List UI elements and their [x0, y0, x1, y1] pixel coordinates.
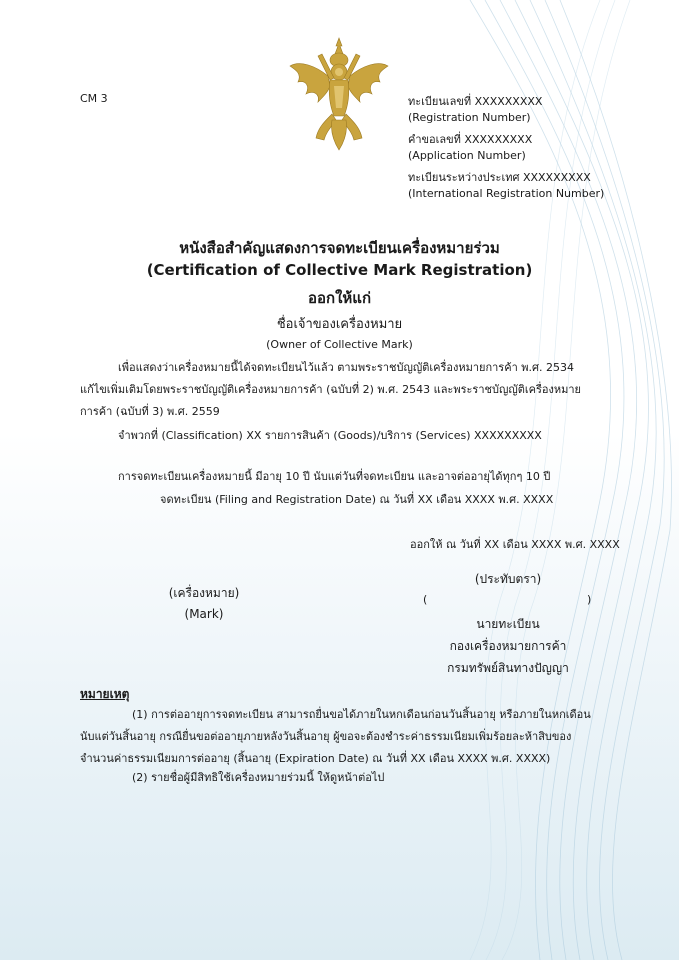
note-1-line-2: นับแต่วันสิ้นอายุ กรณียื่นขอต่ออายุภายหลังวันสิ้นอายุ ผู้ขอจะต้องชำระค่าธรรมเนียมเพิ่มร้อยละห้าสิบของ: [80, 730, 572, 743]
document-code: CM 3: [80, 92, 108, 105]
application-number: คำขอเลขที่ XXXXXXXXX: [408, 133, 533, 146]
application-number-label-en: (Application Number): [408, 149, 526, 162]
issued-to-heading: ออกให้แก่: [307, 289, 372, 307]
registration-number-label-en: (Registration Number): [408, 111, 531, 124]
mark-label-thai: (เครื่องหมาย): [168, 586, 240, 600]
body-paragraph-line-3: การค้า (ฉบับที่ 3) พ.ศ. 2559: [80, 405, 220, 418]
registration-term-line-1: การจดทะเบียนเครื่องหมายนี้ มีอายุ 10 ปี นับแต่วันที่จดทะเบียน และอาจต่ออายุได้ทุกๆ 10 ปี: [118, 470, 551, 483]
mark-label-english: (Mark): [184, 607, 224, 621]
signature-bracket-open: (: [423, 593, 428, 606]
note-1-line-1: (1) การต่ออายุการจดทะเบียน สามารถยื่นขอได้ภายในหกเดือนก่อนวันสิ้นอายุ หรือภายในหกเดือน: [132, 708, 591, 721]
registration-term-line-2: จดทะเบียน (Filing and Registration Date) ณ วันที่ XX เดือน XXXX พ.ศ. XXXX: [160, 493, 554, 506]
notes-heading: หมายเหตุ: [80, 687, 130, 701]
owner-name-thai: ชื่อเจ้าของเครื่องหมาย: [276, 317, 403, 332]
international-registration-number: ทะเบียนระหว่างประเทศ XXXXXXXXX: [408, 171, 591, 184]
registration-number: ทะเบียนเลขที่ XXXXXXXXX: [408, 95, 543, 108]
seal-label: (ประทับตรา): [474, 572, 542, 586]
note-1-line-3: จำนวนค่าธรรมเนียมการต่ออายุ (สิ้นอายุ (Expiration Date) ณ วันที่ XX เดือน XXXX พ.ศ. XXXX): [80, 752, 551, 765]
note-2: (2) รายชื่อผู้มีสิทธิใช้เครื่องหมายร่วมนี้ ให้ดูหน้าต่อไป: [132, 771, 385, 784]
international-registration-label-en: (International Registration Number): [408, 187, 605, 200]
body-paragraph-line-1: เพื่อแสดงว่าเครื่องหมายนี้ได้จดทะเบียนไว้แล้ว ตามพระราชบัญญัติเครื่องหมายการค้า พ.ศ. 2534: [118, 361, 574, 374]
signature-bracket-close: ): [587, 593, 592, 606]
ip-department: กรมทรัพย์สินทางปัญญา: [447, 661, 569, 675]
garuda-emblem-icon: [288, 36, 390, 152]
certificate-title-english: (Certification of Collective Mark Registration): [146, 261, 533, 279]
body-paragraph-line-2: แก้ไขเพิ่มเติมโดยพระราชบัญญัติเครื่องหมายการค้า (ฉบับที่ 2) พ.ศ. 2543 และพระราชบัญญัติเครื่องหมาย: [80, 383, 581, 396]
owner-name-english: (Owner of Collective Mark): [266, 338, 413, 351]
trademark-office: กองเครื่องหมายการค้า: [449, 639, 567, 653]
registrar-title: นายทะเบียน: [476, 617, 540, 631]
issued-date: ออกให้ ณ วันที่ XX เดือน XXXX พ.ศ. XXXX: [410, 538, 620, 551]
certificate-title-thai: หนังสือสำคัญแสดงการจดทะเบียนเครื่องหมายร่วม: [179, 239, 500, 257]
classification-line: จำพวกที่ (Classification) XX รายการสินค้า (Goods)/บริการ (Services) XXXXXXXXX: [118, 429, 542, 442]
